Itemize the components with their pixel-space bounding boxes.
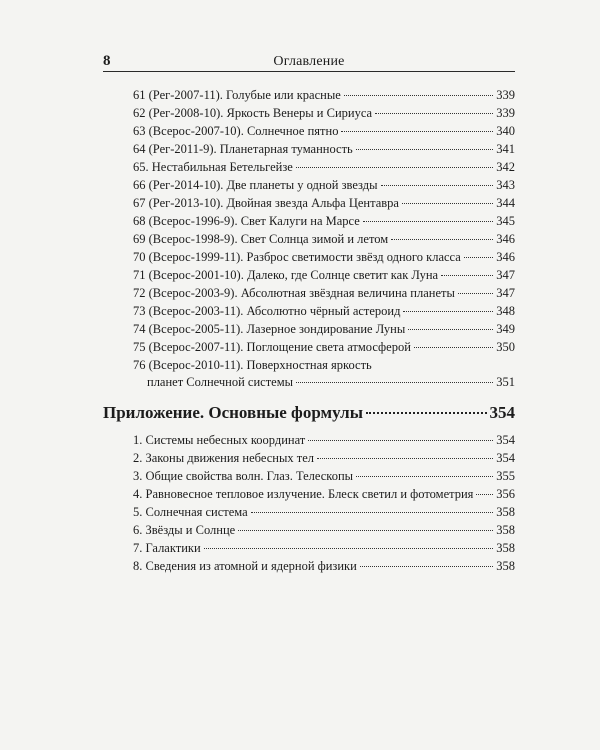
leader-dots (476, 494, 493, 495)
leader-dots (381, 185, 494, 186)
leader-dots (464, 257, 493, 258)
appendix-item[interactable] (133, 505, 515, 520)
running-header (103, 53, 515, 72)
toc-entry-page: 350 (496, 340, 515, 354)
leader-dots (402, 203, 493, 204)
toc-entry-title: 63 (Всерос-2007-10). Солнечное пятно (133, 124, 339, 138)
toc-entry-title: 72 (Всерос-2003-9). Абсолютная звёздная величина планеты (133, 286, 455, 300)
toc-entry[interactable] (133, 232, 515, 247)
toc-entry-title: 65. Нестабильная Бетельгейзе (133, 160, 293, 174)
appendix-item-title: 5. Солнечная система (133, 505, 248, 519)
toc-entry-title: 69 (Всерос-1998-9). Свет Солнца зимой и летом (133, 232, 389, 246)
appendix-item[interactable] (133, 433, 515, 448)
leader-dots (356, 476, 493, 477)
toc-entry[interactable] (133, 322, 515, 337)
toc-entry[interactable] (133, 286, 515, 301)
appendix-item-title: 7. Галактики (133, 541, 201, 555)
toc-entry-page: 348 (496, 304, 515, 318)
page-title: Оглавление (273, 54, 345, 69)
toc-entry-title: 70 (Всерос-1999-11). Разброс светимости звёзд одного класса (133, 250, 461, 264)
toc-entry[interactable] (133, 268, 515, 283)
appendix-item-page: 358 (496, 541, 515, 555)
leader-dots (308, 440, 493, 441)
toc-entry[interactable] (133, 340, 515, 355)
leader-dots (366, 412, 487, 414)
toc-entry-page: 343 (496, 178, 515, 192)
appendix-heading[interactable] (103, 403, 515, 423)
appendix-item-page: 355 (496, 469, 515, 483)
leader-dots (341, 131, 493, 132)
toc-entry-title: 71 (Всерос-2001-10). Далеко, где Солнце светит как Луна (133, 268, 439, 282)
toc-entry-title: планет Солнечной системы (147, 375, 294, 389)
leader-dots (238, 530, 493, 531)
leader-dots (391, 239, 493, 240)
toc-entry-title: 75 (Всерос-2007-11). Поглощение света атмосферой (133, 340, 411, 354)
leader-dots (317, 458, 493, 459)
toc-entry[interactable] (133, 196, 515, 211)
leader-dots (408, 329, 493, 330)
appendix-item-title: 3. Общие свойства волн. Глаз. Телескопы (133, 469, 354, 483)
toc-entry-title: 67 (Рег-2013-10). Двойная звезда Альфа Центавра (133, 196, 399, 210)
toc-entry-title: 61 (Рег-2007-11). Голубые или красные (133, 88, 341, 102)
appendix-item-page: 356 (496, 487, 515, 501)
leader-dots (414, 347, 493, 348)
toc-entry-page: 344 (496, 196, 515, 210)
leader-dots (344, 95, 493, 96)
leader-dots (356, 149, 493, 150)
leader-dots (296, 382, 493, 383)
toc-entry-page: 339 (496, 106, 515, 120)
toc-entry-title: 73 (Всерос-2003-11). Абсолютно чёрный астероид (133, 304, 401, 318)
toc-entry-page: 347 (496, 268, 515, 282)
toc-entry-page: 345 (496, 214, 515, 228)
appendix-item-page: 354 (496, 451, 515, 465)
toc-entry[interactable] (133, 214, 515, 229)
leader-dots (204, 548, 494, 549)
toc-entry[interactable] (133, 178, 515, 193)
appendix-item-title: 2. Законы движения небесных тел (133, 451, 314, 465)
leader-dots (296, 167, 493, 168)
toc-entry[interactable] (147, 375, 515, 390)
leader-dots (375, 113, 493, 114)
toc-entry[interactable] (133, 106, 515, 121)
toc-entry[interactable] (133, 124, 515, 139)
toc-entry-page: 346 (496, 232, 515, 246)
toc-entry-title: 66 (Рег-2014-10). Две планеты у одной звезды (133, 178, 378, 192)
appendix-item[interactable] (133, 469, 515, 484)
appendix-item[interactable] (133, 541, 515, 556)
appendix-item-page: 354 (496, 433, 515, 447)
appendix-item[interactable] (133, 487, 515, 502)
appendix-title: Приложение. Основные формулы (103, 403, 363, 422)
toc-entry-page: 342 (496, 160, 515, 174)
leader-dots (360, 566, 493, 567)
appendix-item-title: 8. Сведения из атомной и ядерной физики (133, 559, 357, 573)
appendix-item-title: 6. Звёзды и Солнце (133, 523, 236, 537)
toc-entry[interactable] (133, 88, 515, 103)
toc-entry-title: 64 (Рег-2011-9). Планетарная туманность (133, 142, 353, 156)
appendix-item-title: 4. Равновесное тепловое излучение. Блеск светил и фотометрия (133, 487, 474, 501)
appendix-item[interactable] (133, 451, 515, 466)
leader-dots (403, 311, 493, 312)
leader-dots (251, 512, 494, 513)
toc-entry-page: 347 (496, 286, 515, 300)
leader-dots (441, 275, 493, 276)
leader-dots (458, 293, 493, 294)
toc-entry-76-line1[interactable]: 76 (Всерос-2010-11). Поверхностная яркость (133, 358, 372, 372)
toc-entry-page: 351 (496, 375, 515, 389)
page-number: 8 (103, 53, 111, 69)
toc-entry-page: 349 (496, 322, 515, 336)
appendix-item-title: 1. Системы небесных координат (133, 433, 306, 447)
appendix-item-page: 358 (496, 505, 515, 519)
toc-entry-title: 62 (Рег-2008-10). Яркость Венеры и Сириуса (133, 106, 373, 120)
toc-entry-page: 340 (496, 124, 515, 138)
toc-entry[interactable] (133, 250, 515, 265)
toc-entry-title: 68 (Всерос-1996-9). Свет Калуги на Марсе (133, 214, 360, 228)
toc-entry-page: 341 (496, 142, 515, 156)
toc-entry-page: 346 (496, 250, 515, 264)
toc-entry[interactable] (133, 160, 515, 175)
toc-entry-page: 339 (496, 88, 515, 102)
appendix-item[interactable] (133, 523, 515, 538)
toc-entry[interactable] (133, 142, 515, 157)
appendix-item[interactable] (133, 559, 515, 574)
appendix-item-page: 358 (496, 523, 515, 537)
toc-entry[interactable] (133, 304, 515, 319)
toc-entry-title: 74 (Всерос-2005-11). Лазерное зондирование Луны (133, 322, 406, 336)
leader-dots (363, 221, 493, 222)
appendix-page: 354 (489, 403, 515, 422)
appendix-item-page: 358 (496, 559, 515, 573)
